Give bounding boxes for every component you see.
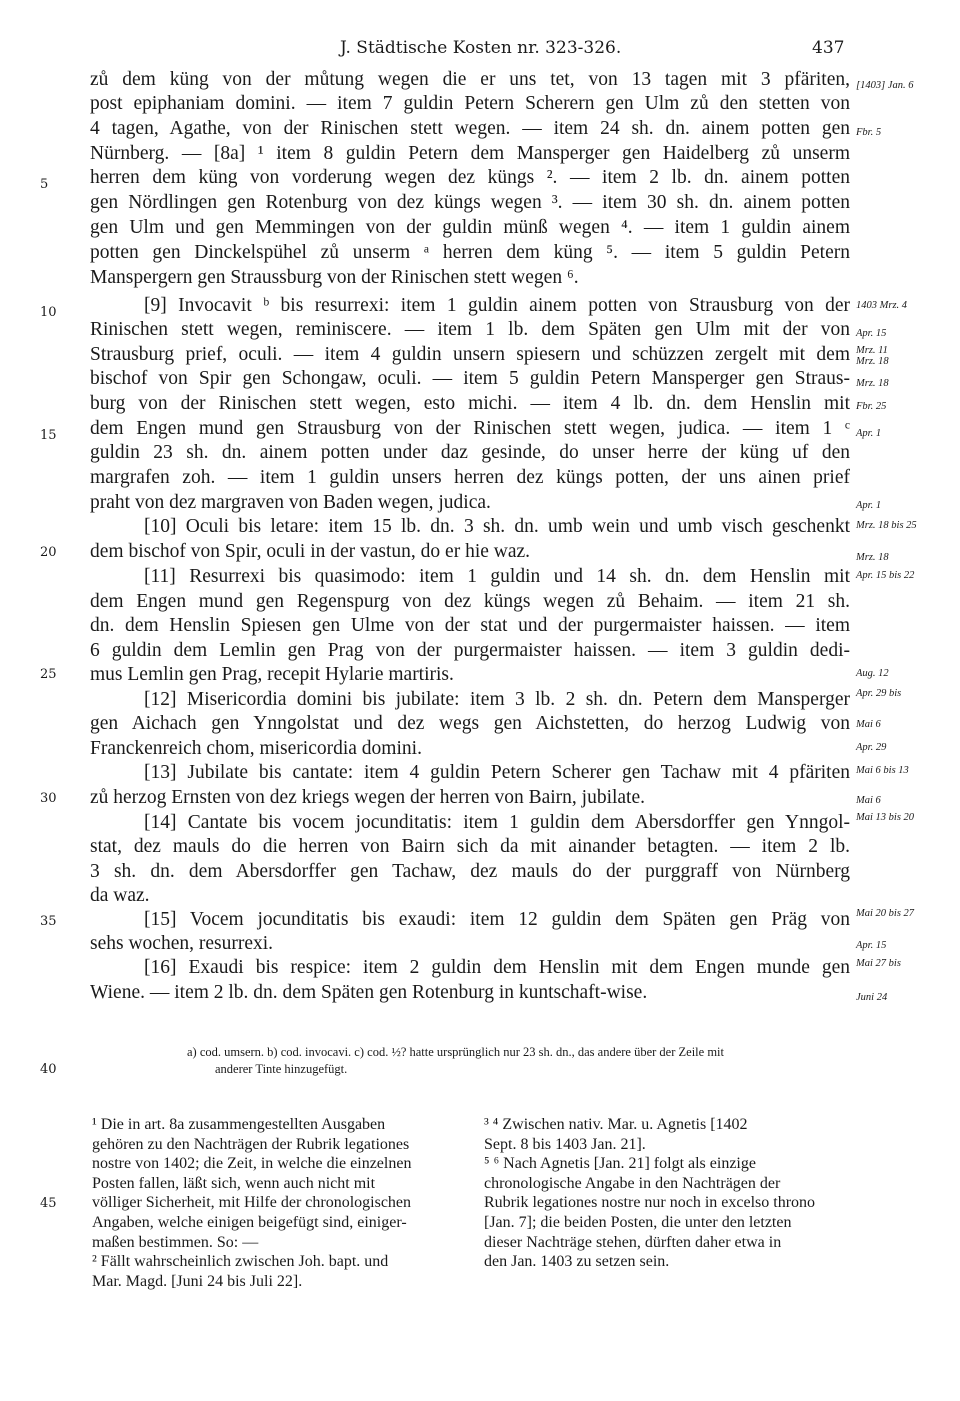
margin-date: Mai 6	[856, 719, 881, 730]
text-line: [13] Jubilate bis cantate: item 4 guldin Petern Scherer gen Tachaw mit 4 pfäriten	[144, 762, 850, 783]
line-number: 5	[40, 177, 49, 192]
footnote-line: dieser Nachträge stehen, dürften daher etwa in	[484, 1233, 782, 1251]
text-line: praht von dez margraven von Baden wegen, judica.	[90, 492, 491, 513]
margin-date: Apr. 29	[856, 742, 887, 753]
text-line: dem Engen mund gen Regenspurg von dez küngs wegen zů Behaim. — item 21 sh.	[90, 591, 850, 612]
text-line: zů herzog Ernsten von dez kriegs wegen der herren von Bairn, jubilate.	[90, 787, 646, 808]
footnote-line: ¹ Die in art. 8a zusammengestellten Ausgaben	[92, 1116, 386, 1133]
text-line: Manspergern gen Straussburg von der Rinischen stett wegen ⁶.	[90, 267, 579, 288]
margin-date: [1403] Jan. 6	[856, 80, 914, 91]
text-line: [10] Oculi bis letare: item 15 lb. dn. 3 sh. dn. umb wein und umb visch geschenkt	[144, 516, 850, 537]
text-line: herren dem küng von vorderung wegen dez küngs ². — item 2 lb. dn. ainem potten	[90, 167, 850, 188]
critical-note-line: a) cod. umsern. b) cod. invocavi. c) cod. ½? hatte ursprünglich nur 23 sh. dn., das andere über der Zeile mit	[187, 1045, 724, 1059]
text-line: dem Engen mund gen Strausburg von der Rinischen stett wegen, judica. — item 1 ᶜ	[90, 418, 850, 439]
text-line: Nürnberg. — [8a] ¹ item 8 guldin Petern dem Mansperger gen Haidelberg zů unserm	[90, 143, 850, 164]
footnote-line: chronologische Angabe in den Nachträgen der	[484, 1174, 781, 1192]
text-line: post epiphaniam domini. — item 7 guldin Petern Scherern gen Ulm zů den stetten von	[90, 93, 850, 114]
footnote-line: ² Fällt wahrscheinlich zwischen Joh. bapt. und	[92, 1253, 389, 1271]
margin-date: Mrz. 18	[856, 378, 889, 389]
text-line: margrafen zoh. — item 1 guldin unsers herren dez küngs potten, der uns ainen prief	[90, 467, 850, 488]
margin-date: 1403 Mrz. 4	[856, 300, 908, 311]
text-line: stat, dez mauls do die herren von Bairn sich da mit ainander betagten. — item 2 lb.	[90, 836, 850, 857]
line-number: 30	[40, 791, 57, 806]
text-line: gen Aichach gen Ynngolstat und dez wegs gen Aichstetten, do herzog Ludwig von	[90, 713, 850, 734]
footnote-line: völliger Sicherheit, mit Hilfe der chronologischen	[92, 1194, 412, 1212]
critical-note-line: anderer Tinte hinzugefügt.	[215, 1062, 348, 1076]
footnote-line: ³ ⁴ Zwischen nativ. Mar. u. Agnetis [1402	[484, 1116, 748, 1133]
margin-date: Mrz. 11	[856, 345, 888, 356]
margin-date: Aug. 12	[856, 668, 889, 679]
text-line: [12] Misericordia domini bis jubilate: item 3 lb. 2 sh. dn. Petern dem Mansperger	[144, 689, 850, 710]
text-line: dn. dem Henslin Spiesen gen Ulme von der stat und der purgermaister haissen. — item	[90, 615, 850, 636]
text-line: burg von der Rinischen stett wegen, esto michi. — item 4 lb. dn. dem Henslin mit	[90, 393, 850, 414]
margin-date: Mai 13 bis 20	[856, 812, 915, 823]
footnote-line: Rubrik legationes nostre nur noch in excelso throno	[484, 1194, 816, 1212]
text-line: [16] Exaudi bis respice: item 2 guldin dem Henslin mit dem Engen munde gen	[144, 957, 850, 978]
margin-date: Mrz. 18	[856, 552, 889, 563]
text-line: 4 tagen, Agathe, von der Rinischen stett wegen. — item 24 sh. dn. ainem potten gen	[90, 118, 850, 139]
text-line: zů dem küng von der můtung wegen die er uns tet, von 13 tagen mit 3 pfäriten,	[90, 69, 850, 90]
text-line: guldin 23 sh. dn. ainem potten under daz gesinde, do unser herre der küng uf den	[90, 442, 850, 463]
footnote-line: Angaben, welche einigen beigefügt sind, einiger-	[92, 1214, 407, 1231]
line-number: 20	[40, 545, 57, 560]
text-line: gen Nördlingen gen Rotenburg von dez küngs wegen ³. — item 30 sh. dn. ainem potten	[90, 192, 850, 213]
text-line: Franckenreich chom, misericordia domini.	[90, 738, 422, 759]
margin-date: Apr. 29 bis	[856, 688, 902, 699]
footnote-line: gehören zu den Nachträgen der Rubrik legationes	[92, 1135, 410, 1153]
footnote-line: Mar. Magd. [Juni 24 bis Juli 22].	[92, 1272, 303, 1290]
margin-date: Mai 20 bis 27	[856, 908, 915, 919]
margin-date: Mai 6	[856, 795, 881, 806]
line-number: 40	[40, 1062, 57, 1077]
line-number: 10	[40, 305, 57, 320]
footnote-line: maßen bestimmen. So: —	[92, 1233, 259, 1251]
line-number: 45	[40, 1196, 57, 1211]
margin-date: Fbr. 25	[856, 401, 887, 412]
running-header-title: J. Städtische Kosten nr. 323-326.	[340, 38, 622, 58]
margin-date: Fbr. 5	[856, 127, 882, 138]
text-line: 6 guldin dem Lemlin gen Prag von der purgermaister haissen. — item 3 guldin dedi-	[90, 640, 850, 661]
text-line: mus Lemlin gen Prag, recepit Hylarie martiris.	[90, 664, 454, 685]
margin-date: Mai 6 bis 13	[856, 765, 909, 776]
footnote-line: Sept. 8 bis 1403 Jan. 21].	[484, 1135, 646, 1153]
text-line: da waz.	[90, 885, 150, 906]
text-line: [15] Vocem jocunditatis bis exaudi: item 12 guldin dem Späten gen Präg von	[144, 909, 850, 930]
text-line: Strausburg prief, oculi. — item 4 guldin unsern spiesern und schüzzen zergelt mit dem	[90, 344, 850, 365]
text-line: Wiene. — item 2 lb. dn. dem Späten gen Rotenburg in kuntschaft-wise.	[90, 982, 648, 1003]
text-line: potten gen Dinckelspühel zů unserm ᵃ herren dem küng ⁵. — item 5 guldin Petern	[90, 242, 850, 263]
margin-date: Mrz. 18	[856, 356, 889, 367]
margin-date: Mrz. 18 bis 25	[856, 520, 917, 531]
margin-date: Apr. 15	[856, 328, 887, 339]
footnote-line: ⁵ ⁶ Nach Agnetis [Jan. 21] folgt als einzige	[484, 1155, 756, 1173]
margin-date: Apr. 15	[856, 940, 887, 951]
footnote-line: Posten fallen, läßt sich, wenn auch nicht mit	[92, 1174, 376, 1192]
footnote-line: nostre von 1402; die Zeit, in welche die einzelnen	[92, 1155, 412, 1173]
margin-date: Apr. 15 bis 22	[856, 570, 915, 581]
text-line: gen Ulm und gen Memmingen von der guldin münß wegen ⁴. — item 1 guldin ainem	[90, 217, 850, 238]
text-line: [9] Invocavit ᵇ bis resurrexi: item 1 guldin ainem potten von Strausburg von der	[144, 295, 850, 316]
page-number: 437	[812, 38, 845, 58]
line-number: 25	[40, 667, 57, 682]
margin-date: Mai 27 bis	[856, 958, 901, 969]
text-line: sehs wochen, resurrexi.	[90, 933, 274, 954]
text-line: [14] Cantate bis vocem jocunditatis: item 1 guldin dem Abersdorffer gen Ynngol-	[144, 812, 850, 833]
margin-date: Apr. 1	[856, 500, 882, 511]
footnote-line: [Jan. 7]; die beiden Posten, die unter den letzten	[484, 1214, 792, 1231]
text-line: [11] Resurrexi bis quasimodo: item 1 guldin und 14 sh. dn. dem Henslin mit	[144, 566, 850, 587]
text-line: Rinischen stett wegen, reminiscere. — item 1 lb. dem Späten gen Ulm mit der von	[90, 319, 850, 340]
text-line: 3 sh. dn. dem Abersdorffer gen Tachaw, dez mauls do der purggraff von Nürnberg	[90, 861, 850, 882]
footnote-line: den Jan. 1403 zu setzen sein.	[484, 1253, 670, 1271]
line-number: 15	[40, 428, 57, 443]
margin-date: Juni 24	[856, 992, 888, 1003]
text-line: dem bischof von Spir, oculi in der vastun, do er hie waz.	[90, 541, 531, 562]
line-number: 35	[40, 914, 57, 929]
text-line: bischof von Spir gen Schongaw, oculi. — item 5 guldin Petern Mansperger gen Straus-	[90, 368, 850, 389]
margin-date: Apr. 1	[856, 428, 882, 439]
